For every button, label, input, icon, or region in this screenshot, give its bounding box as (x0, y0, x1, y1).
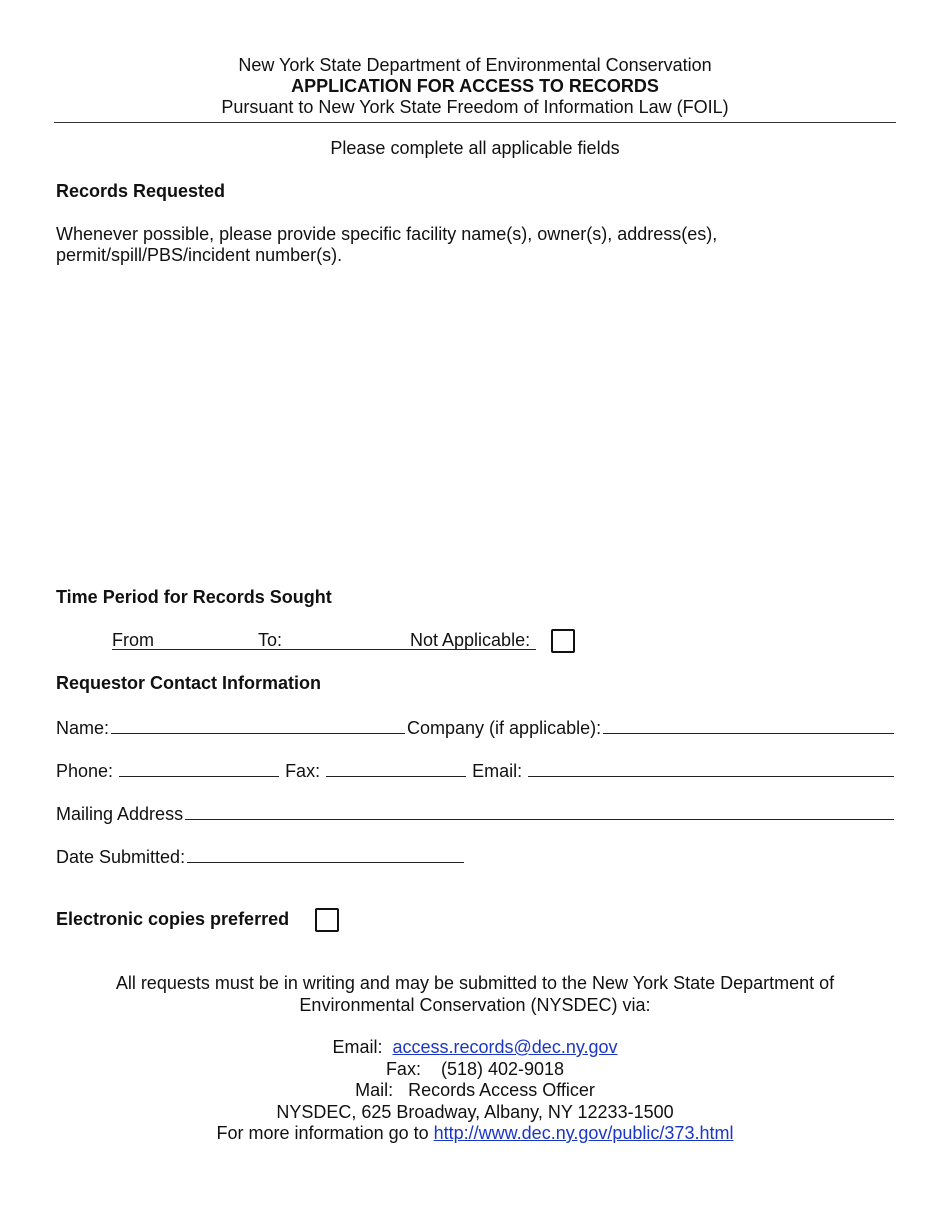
not-applicable-label: Not Applicable: (410, 630, 531, 650)
more-info-link[interactable]: http://www.dec.ny.gov/public/373.html (433, 1123, 734, 1143)
electronic-copies-checkbox[interactable] (315, 908, 339, 932)
records-requested-description (56, 224, 816, 266)
phone-field[interactable] (119, 759, 279, 777)
fax-label: Fax: (285, 761, 321, 781)
name-company-row (56, 716, 896, 740)
phone-label: Phone: (56, 761, 114, 781)
header-divider (54, 122, 896, 123)
submission-info (54, 973, 896, 1145)
fax-contact-line (54, 1059, 896, 1081)
from-date-input[interactable] (156, 630, 256, 652)
agency-name: New York State Department of Environmental Conservation (238, 55, 712, 75)
footer-fax-number: (518) 402-9018 (440, 1058, 565, 1079)
more-info-line (54, 1123, 896, 1145)
not-applicable-checkbox[interactable] (551, 629, 575, 653)
document-subtitle: Pursuant to New York State Freedom of Information Law (FOIL) (221, 97, 729, 117)
mailing-address-label: Mailing Address (56, 804, 184, 824)
records-requested-input-area[interactable] (56, 272, 896, 572)
date-submitted-field[interactable] (187, 845, 464, 863)
submission-text-line-1: All requests must be in writing and may be submitted to the New York State Department of (115, 973, 835, 993)
date-submitted-label: Date Submitted: (56, 847, 186, 867)
phone-fax-email-row (56, 759, 896, 783)
records-description-line-1: Whenever possible, please provide specific facility name(s), owner(s), address(es), (56, 224, 718, 244)
to-label: To: (258, 630, 283, 650)
footer-email-label: Email: (332, 1037, 383, 1057)
name-field[interactable] (111, 716, 405, 734)
name-label: Name: (56, 718, 110, 738)
records-description-line-2: permit/spill/PBS/incident number(s). (56, 245, 343, 265)
company-label: Company (if applicable): (407, 718, 602, 738)
instructions-text: Please complete all applicable fields (330, 138, 620, 158)
electronic-copies-label: Electronic copies preferred (56, 909, 290, 929)
records-requested-heading: Records Requested (56, 181, 226, 201)
mail-contact-line (54, 1080, 896, 1102)
document-header (54, 55, 896, 118)
date-submitted-row (56, 845, 466, 869)
submission-text-line-2: Environmental Conservation (NYSDEC) via: (299, 994, 651, 1015)
email-label: Email: (472, 761, 523, 781)
from-label: From (112, 630, 154, 650)
footer-mail-recipient: Records Access Officer (408, 1080, 595, 1100)
to-date-input[interactable] (290, 630, 408, 652)
contact-heading: Requestor Contact Information (56, 673, 322, 693)
mail-address-line: NYSDEC, 625 Broadway, Albany, NY 12233-1500 (276, 1101, 674, 1122)
email-field[interactable] (528, 759, 894, 777)
email-address-link[interactable]: access.records@dec.ny.gov (392, 1037, 618, 1057)
company-field[interactable] (603, 716, 894, 734)
time-period-heading: Time Period for Records Sought (56, 587, 332, 607)
footer-mail-label: Mail: (355, 1080, 394, 1100)
document-title: APPLICATION FOR ACCESS TO RECORDS (291, 76, 659, 96)
fax-field[interactable] (326, 759, 466, 777)
email-contact-line (54, 1037, 896, 1059)
footer-fax-label: Fax: (385, 1058, 421, 1079)
mailing-address-field[interactable] (185, 802, 894, 820)
more-info-text: For more information go to (216, 1123, 429, 1143)
mailing-address-row (56, 802, 896, 826)
